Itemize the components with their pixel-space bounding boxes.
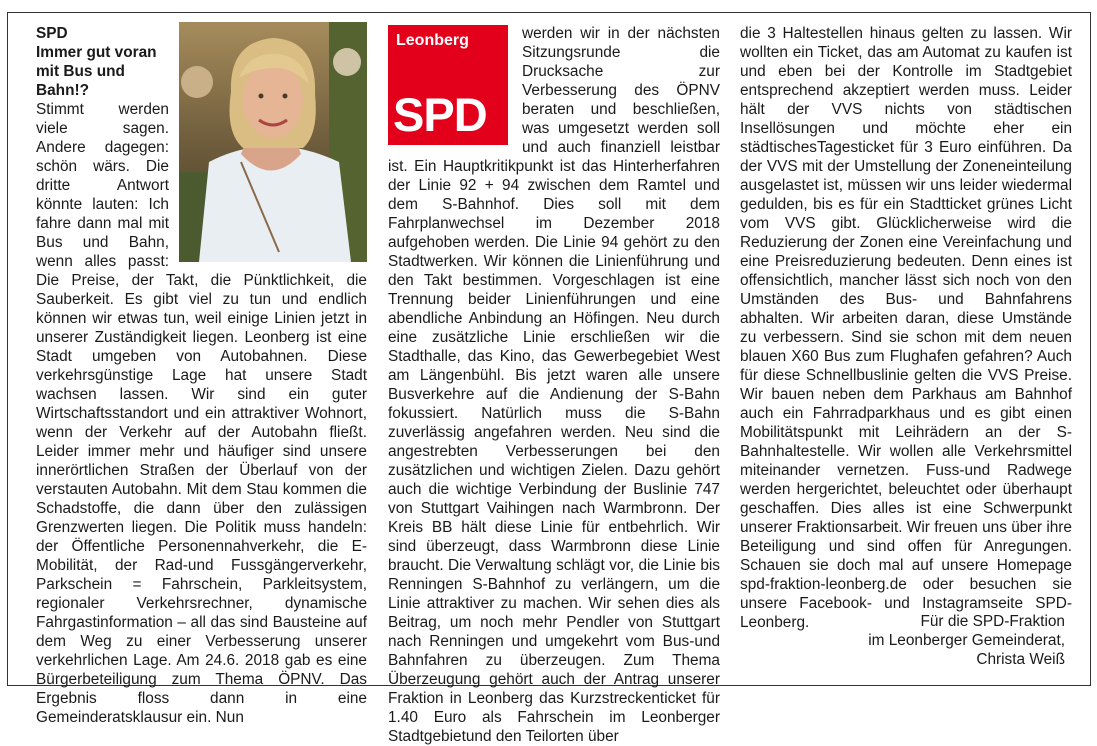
column-3 — [740, 24, 1072, 632]
signature-line-1: Für die SPD-Fraktion — [920, 613, 1065, 630]
logo-city-label: Leonberg — [396, 32, 469, 49]
headline: Immer gut voran mit Bus und Bahn!? — [36, 44, 157, 99]
column-2 — [388, 24, 720, 746]
party-label: SPD — [36, 25, 68, 42]
signature-author: Christa Weiß — [976, 651, 1065, 668]
spd-leonberg-logo — [388, 25, 508, 145]
body-text-1: Stimmt werden viele sagen. Andere dagegen: schön wärs. Die dritte Antwort könnte lauten: Ich fahre dann mal mit Bus und Bahn, wenn alles passt: Die Preise, der Takt, die Pünktlichkeit, die Sauberkeit. Es gibt viel zu tun und endlich können wir etwas tun, weil einige Linien jetzt in unserer Zuständigkeit liegen. Leonberg ist eine Stadt umgeben von Autobahnen. Diese verkehrsgünstige Lage hat unsere Stadt wachsen lassen. Wir sind ein guter Wirtschaftsstandort und ein attraktiver Wohnort, wenn der Verkehr auf der Autobahn fließt. Leider immer mehr und häufiger sind unsere innerörtlichen Straßen der Überlauf von der verstauten Autobahn. Mit dem Stau kommen die Schadstoffe, die dann über den zulässigen Grenzwerten liegen. Die Politik muss handeln: der Öffentliche Personennahverkehr, die E-Mobilität, der Rad-und Fussgängerverkehr, Parkschein = Fahrschein, Parkleitsystem, regionaler Verkehrsrechner, dynamische Fahrgastinformation – all das sind Bausteine auf dem Weg zu einer Verbesserung unserer verkehrlichen Lage. Am 24.6. 2018 gab es eine Bürgerbeteiligung zum Thema ÖPNV. Das Ergebnis floss dann in eine Gemeinderatsklausur ein. Nun — [36, 101, 367, 726]
body-text-3: die 3 Haltestellen hinaus gelten zu lassen. Wir wollten ein Ticket, das am Automat zu kaufen ist und eben bei der Kontrolle im Stadtgebiet entsprechend akzeptiert werden muss. Leider hält der VVS nichts von städtischen Insellösungen und möchte eher ein städtischesTagesticket für 3 Euro einführen. Da der VVS mit der Umstellung der Zoneneinteilung ausgelastet ist, müssen wir uns leider wiedermal gedulden, bis es für ein Stadtticket grünes Licht vom VVS gibt. Glücklicherweise wird die Reduzierung der Zonen eine Vereinfachung und eine Preisreduzierung bedeuten. Denn eines ist offensichtlich, mancher lässt sich noch von den Umständen des Bus- und Bahnfahrens abhalten. Wir arbeiten daran, diese Umstände zu verbessern. Sind sie schon mit dem neuen blauen X60 Bus zum Flughafen gefahren? Auch für diese Schnellbuslinie gelten die VVS Preise. Wir bauen neben dem Parkhaus am Bahnhof auch ein Fahrradparkhaus und es gibt einen Mobilitätspunkt mit Leihrädern an der S-Bahnhaltestelle. Wir wollen alle Verkehrsmittel miteinander vernetzen. Fuss-und Radwege werden hergerichtet, beleuchtet oder überhaupt geschaffen. Dies alles ist eine Schwerpunkt unserer Fraktionsarbeit. Wir freuen uns über ihre Beteiligung und sind offen für Anregungen. Schauen sie doch mal auf unsere Homepage spd-fraktion-leonberg.de oder besuchen sie unsere Facebook- und Instagramseite SPD-Leonberg. — [740, 25, 1072, 631]
logo-party-label: SPD — [393, 88, 487, 141]
body-text-2: werden wir in der nächsten Sitzungsrunde die Drucksache zur Verbesserung des ÖPNV beraten und beschließen, was umgesetzt werden soll und auch finanziell leistbar ist. Ein Hauptkritikpunkt ist das Hinterherfahren der Linie 92 + 94 zwischen dem Ramtel und dem S-Bahnhof. Dies soll mit dem Fahrplanwechsel im Dezember 2018 aufgehoben werden. Die Linie 94 gehört zu den Stadtwerken. Wir können die Linienführung und den Takt bestimmen. Vorgeschlagen ist eine Trennung beider Linienführungen und eine abendliche Anbindung an Höfingen. Neu durch eine zusätzliche Linie erschließen wir die Stadthalle, das Kino, das Gewerbegebiet West am Längenbühl. Bis jetzt waren alle unsere Busverkehre auf die Andienung der S-Bahn fokussiert. Natürlich muss die S-Bahn zuverlässig angefahren werden. Neu sind die angestrebten Verbesserungen bei den zusätzlichen und wichtigen Zielen. Dazu gehört auch die wichtige Verbindung der Buslinie 747 von Stuttgart Vaihingen nach Warmbronn. Der Kreis BB hält diese Linie für entbehrlich. Wir sind überzeugt, dass Warmbronn diese Linie braucht. Die Verwaltung schlägt vor, die Linie bis Renningen S-Bahnhof zu verlängern, um die Linie attraktiver zu machen. Wir sehen dies als Beitrag, um noch mehr Pendler von Stuttgart nach Renningen und umgekehrt vom Bus-und Bahnfahren zu überzeugen. Zum Thema Überzeugung gehört auch der Antrag unserer Fraktion in Leonberg das Kurzstreckenticket für 1.40 Euro als Fahrschein im Leonberger Stadtgebietund den Teilorten über — [388, 25, 720, 745]
column-1 — [36, 24, 367, 727]
author-photo — [179, 22, 367, 262]
signature-line-2: im Leonberger Gemeinderat, — [868, 632, 1065, 649]
signature-block — [868, 612, 1065, 669]
